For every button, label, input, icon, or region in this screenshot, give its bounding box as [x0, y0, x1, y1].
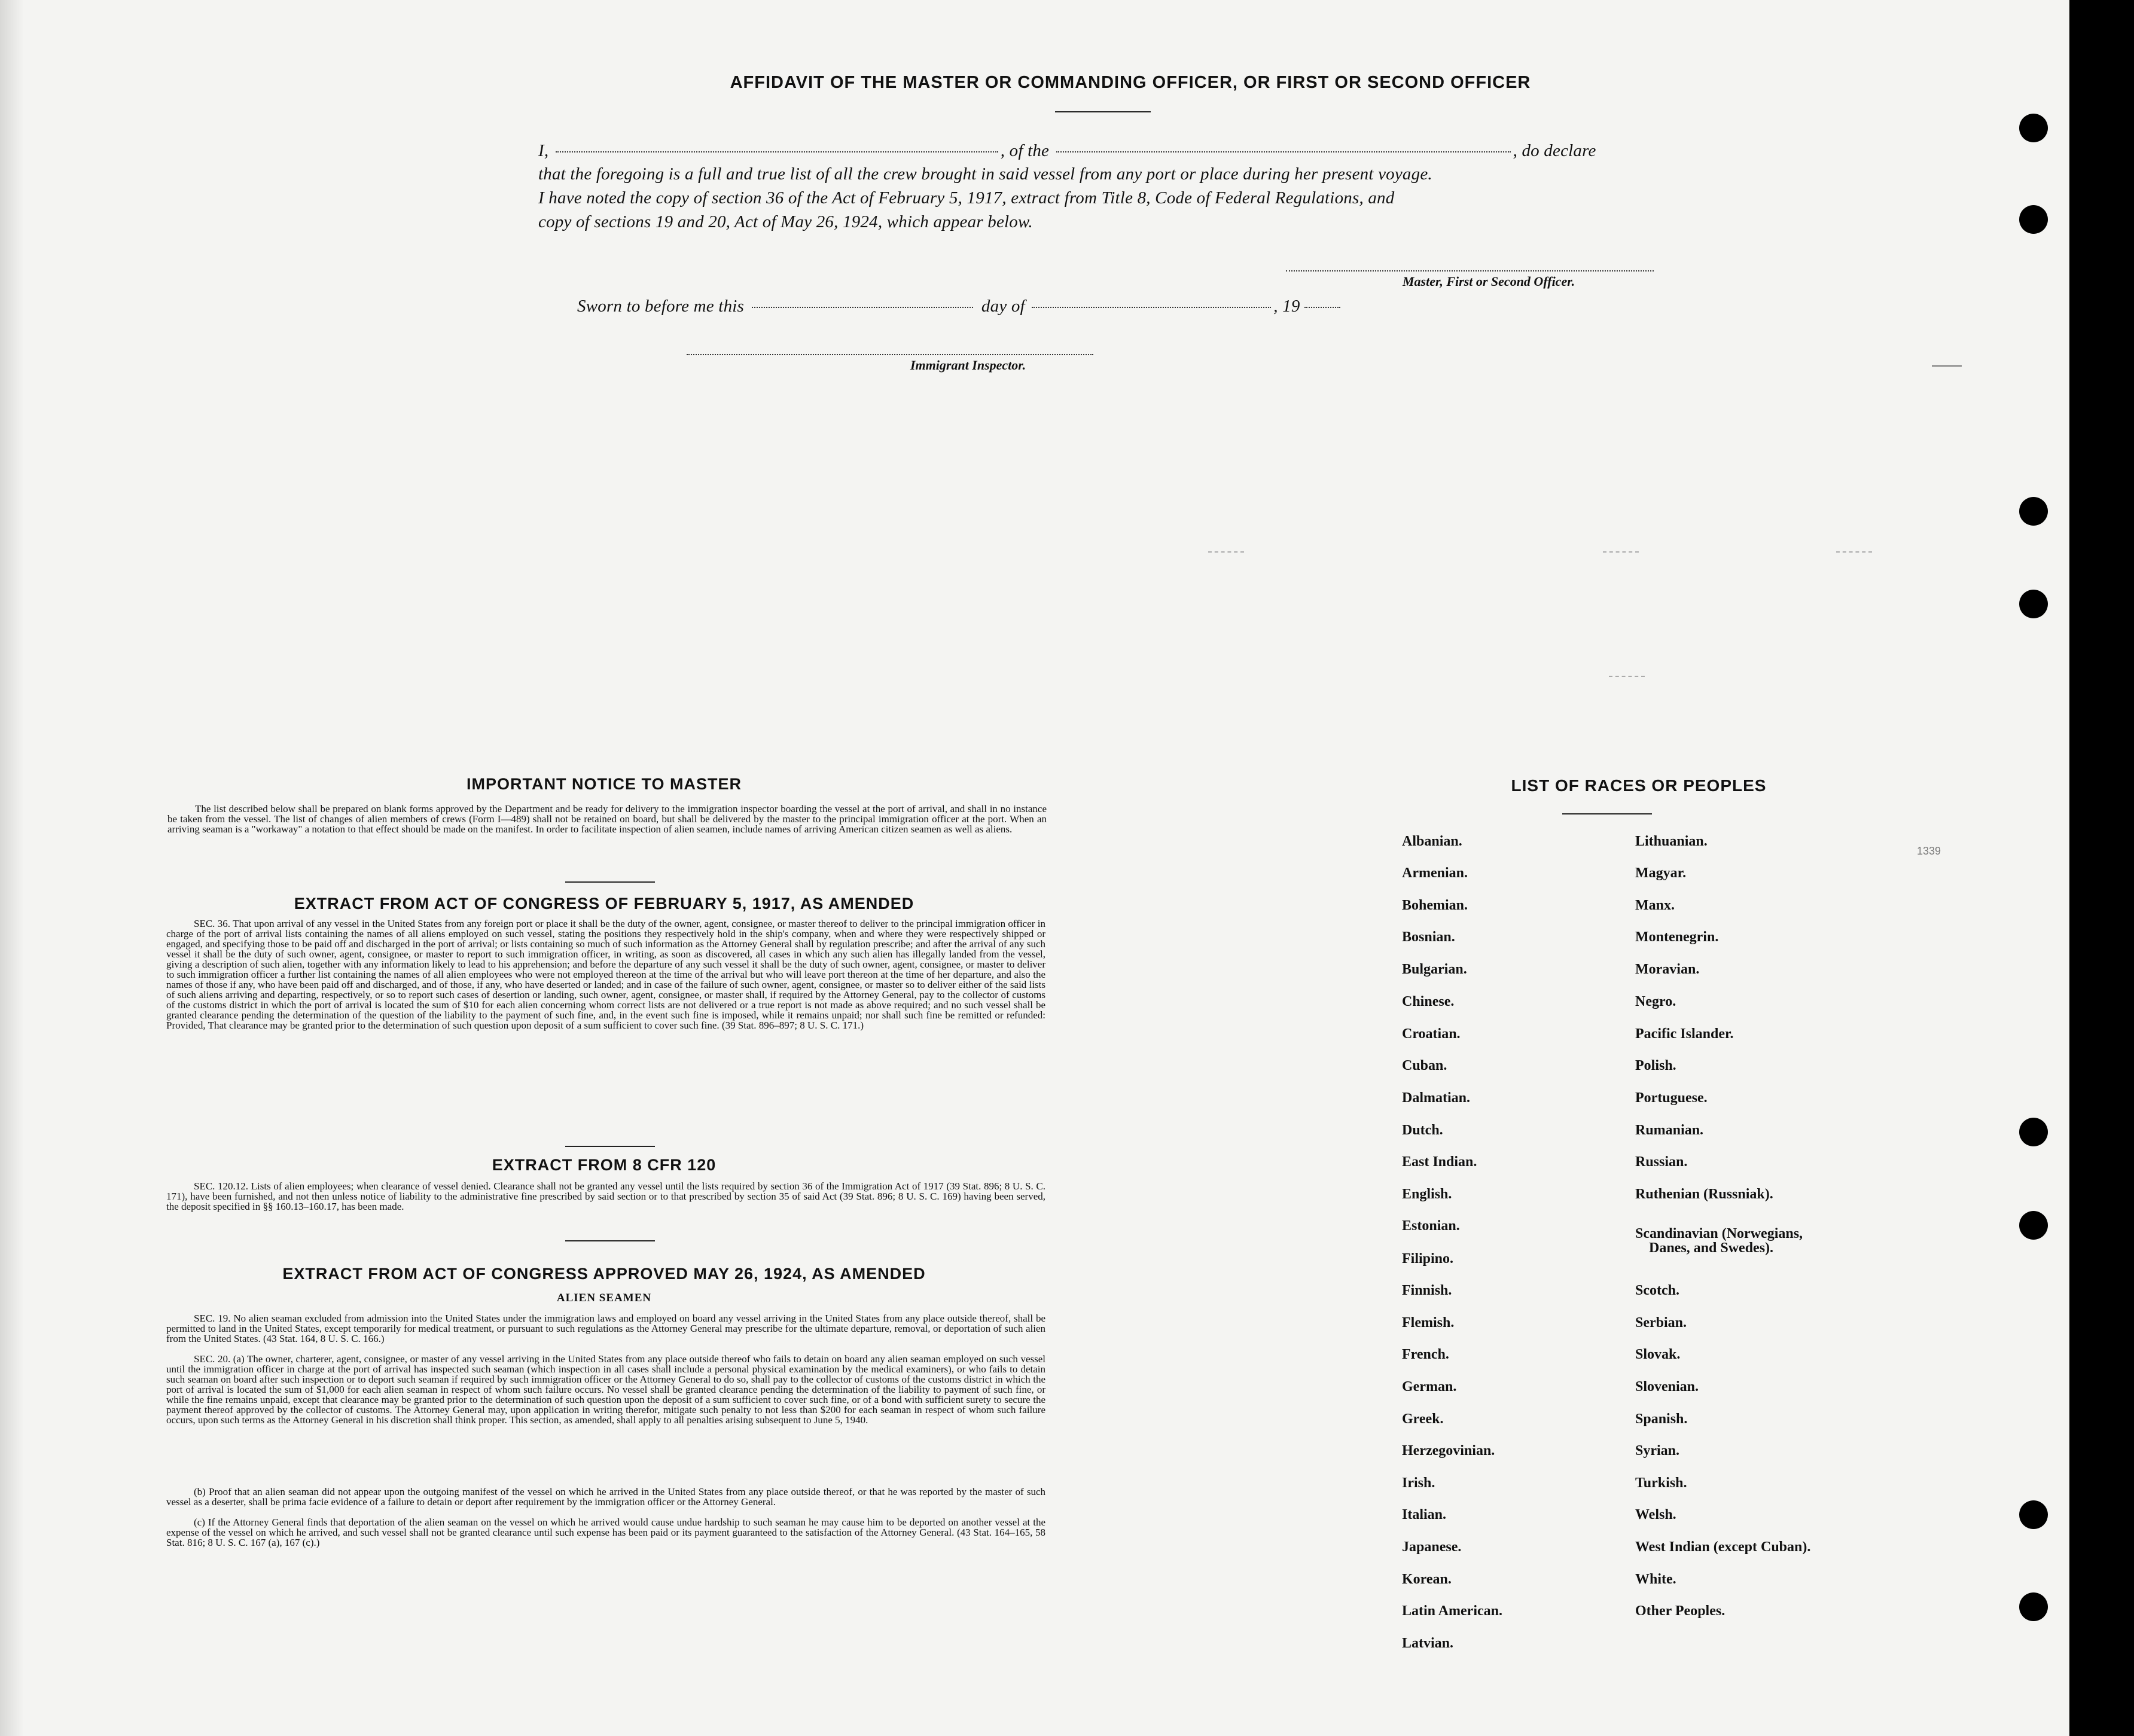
extract-8cfr-rule: [565, 1240, 655, 1241]
race-item: Slovak.: [1635, 1347, 1681, 1362]
sworn-year-field[interactable]: [1304, 307, 1340, 308]
race-item: Lithuanian.: [1635, 834, 1708, 849]
race-item: West Indian (except Cuban).: [1635, 1539, 1811, 1555]
race-item: White.: [1635, 1572, 1676, 1587]
race-item: Polish.: [1635, 1058, 1676, 1073]
stray-mark-dash: [1609, 676, 1645, 677]
extract-8cfr-heading: EXTRACT FROM 8 CFR 120: [492, 1156, 717, 1174]
race-item: Bosnian.: [1402, 929, 1455, 945]
master-signature-label: Master, First or Second Officer.: [1403, 274, 1575, 289]
notice-rule: [565, 881, 655, 883]
race-item: Turkish.: [1635, 1475, 1687, 1491]
race-item: French.: [1402, 1347, 1449, 1362]
punch-hole: [2019, 1118, 2048, 1146]
race-item: Italian.: [1402, 1507, 1447, 1523]
punch-hole: [2019, 497, 2048, 526]
vessel-field[interactable]: [1056, 151, 1511, 152]
race-item: Chinese.: [1402, 994, 1455, 1009]
stray-mark-dash: [1208, 551, 1244, 553]
race-item: Slovenian.: [1635, 1379, 1699, 1395]
race-item: Croatian.: [1402, 1026, 1461, 1042]
extract-1917-rule: [565, 1146, 655, 1147]
races-title: LIST OF RACES OR PEOPLES: [1511, 776, 1767, 795]
race-item: Estonian.: [1402, 1218, 1460, 1234]
race-item: Armenian.: [1402, 865, 1468, 881]
race-item: Montenegrin.: [1635, 929, 1719, 945]
race-item: Russian.: [1635, 1154, 1688, 1170]
stray-mark-dash: [1603, 551, 1639, 553]
race-item: Scandinavian (Norwegians,: [1635, 1226, 1803, 1241]
race-item: Welsh.: [1635, 1507, 1676, 1523]
race-item: Scotch.: [1635, 1283, 1679, 1298]
race-item: Magyar.: [1635, 865, 1687, 881]
race-item: Danes, and Swedes).: [1649, 1240, 1774, 1256]
punch-hole: [2019, 205, 2048, 234]
master-signature-line[interactable]: [1286, 270, 1654, 271]
race-item: Irish.: [1402, 1475, 1435, 1491]
race-item: East Indian.: [1402, 1154, 1477, 1170]
races-title-rule: [1562, 813, 1652, 814]
race-item: English.: [1402, 1186, 1452, 1202]
race-item: Portuguese.: [1635, 1090, 1708, 1106]
affidavit-title: AFFIDAVIT OF THE MASTER OR COMMANDING OFFICER, OR FIRST OR SECOND OFFICER: [730, 73, 1531, 92]
affidavit-line-2: that the foregoing is a full and true list of all the crew brought in said vessel from any port or place during her present voyage.: [538, 164, 1432, 184]
extract-1917-text: SEC. 36. That upon arrival of any vessel in the United States from any foreign port or place it shall be the duty of the owner, agent, consignee, or master thereof to deliver to the principal immigration officer in charge of the port of arrival lists containing the names of all aliens employed on such vessel, stating the positions they respectively hold in the ship's company, when and where they were respectively shipped or engaged, and specifying those to be paid off and discharged in the port of arrival; or lists containing so much of such information as the Attorney General shall by regulation prescribe; and after the arrival of any such vessel it shall be the duty of such owner, agent, consignee, or master to report to such immigration officer, in writing, as soon as discovered, all cases in which any such alien has illegally landed from the vessel, giving a description of such alien, together with any information likely to lead to his apprehension; and before the departure of any such vessel it shall be the duty of such owner, agent, consignee, or master to deliver to such immigration officer a further list containing the names of all alien employees who were not employed thereon at the time of the arrival but who will leave port thereon at the time of her departure, and also the names of those if any, who have been paid off and discharged, and of those, if any, who have deserted or landed; and in case of the failure of such owner, agent, consignee, or master so to deliver either of the said lists of such aliens arriving and departing, respectively, or so to report such cases of desertion or landing, such owner, agent, consignee, or master shall, if required by the Attorney General, pay to the collector of customs of the customs district in which the port of arrival is located the sum of $10 for each alien concerning whom correct lists are not delivered or a true report is not made as above required; and no such vessel shall be granted clearance pending the determination of the question of the liability to the payment of such fine, and, in the event such fine is imposed, while it remains unpaid; nor shall such fine be remitted or refunded: Provided, That clearance may be granted prior to the determination of such question upon deposit of a sum sufficient to cover such fine. (39 Stat. 896–897; 8 U. S. C. 171.): [166, 918, 1045, 1031]
stray-mark-dash: [1836, 551, 1872, 553]
punch-hole: [2019, 1500, 2048, 1529]
race-item: Latin American.: [1402, 1603, 1502, 1619]
race-item: Herzegovinian.: [1402, 1443, 1495, 1459]
race-item: Albanian.: [1402, 834, 1462, 849]
extract-1924-sec20c: (c) If the Attorney General finds that deportation of the alien seaman on the vessel on which he arrived would cause undue hardship to such seaman he may cause him to be deported on another vessel at the expense of the vessel on which he arrived, and such vessel shall not be granted clearance until such expense has been paid or its payment guaranteed to the satisfaction of the Attorney General. (43 Stat. 164–165, 58 Stat. 816; 8 U. S. C. 167 (a), 167 (c).): [166, 1517, 1045, 1548]
race-item: Pacific Islander.: [1635, 1026, 1734, 1042]
extract-1924-sec20a: SEC. 20. (a) The owner, charterer, agent, consignee, or master of any vessel arriving in the United States from any place outside thereof who fails to detain on board any alien seaman employed on such vessel until the immigration officer in charge at the port of arrival has inspected such seaman (which inspection in all cases shall include a personal physical examination by the medical examiners), or who fails to detain such seaman on board after such inspection or to deport such seaman if required by such immigration officer or the Attorney General to do so, shall pay to the collector of customs of the customs district in which the port of arrival is located the sum of $1,000 for each alien seaman in respect of whom such failure occurs. No vessel shall be granted clearance pending the determination of the liability to payment of such fine, or while the fine remains unpaid, except that clearance may be granted prior to the determination of such question upon the deposit of a sum sufficient to cover such fine, or of a bond with sufficient surety to secure the payment thereof approved by the collector of customs. The Attorney General may, upon application in writing therefor, mitigate such penalty to not less than $200 for each seaman in respect of whom such failure occurs, upon such terms as the Attorney General in his discretion shall think proper. This section, as amended, shall apply to all penalties arising subsequent to June 5, 1940.: [166, 1353, 1045, 1426]
race-item: Dalmatian.: [1402, 1090, 1470, 1106]
race-item: Moravian.: [1635, 962, 1700, 977]
race-item: Bohemian.: [1402, 898, 1468, 913]
race-item: Korean.: [1402, 1572, 1452, 1587]
stray-mark-dash: [1932, 365, 1962, 367]
title-underline: [1055, 111, 1151, 112]
race-item: Finnish.: [1402, 1283, 1452, 1298]
race-item: Syrian.: [1635, 1443, 1680, 1459]
race-item: Ruthenian (Russniak).: [1635, 1186, 1773, 1202]
race-item: Filipino.: [1402, 1251, 1454, 1267]
extract-1917-heading: EXTRACT FROM ACT OF CONGRESS OF FEBRUARY 5, 1917, AS AMENDED: [294, 895, 914, 913]
race-item: Serbian.: [1635, 1315, 1687, 1331]
notice-text: The list described below shall be prepared on blank forms approved by the Department and be ready for delivery to the immigration inspector boarding the vessel at the port of arrival, and shall in no instance be taken from the vessel. The list of changes of alien members of crews (Form I—489) shall not be retained on board, but shall be delivered by the master to the principal immigration officer at the port. When an arriving seaman is a "workaway" a notation to that effect should be made on the manifest. In order to facilitate inspection of alien seamen, include names of arriving American citizen seamen as well as aliens.: [167, 803, 1047, 835]
extract-1924-sec19: SEC. 19. No alien seaman excluded from admission into the United States under the immigration laws and employed on board any vessel arriving in the United States from any place outside thereof, shall be permitted to land in the United States, except temporarily for medical treatment, or pursuant to such regulations as the Attorney General may prescribe for the ultimate departure, removal, or deportation of such alien from the United States. (43 Stat. 164, 8 U. S. C. 166.): [166, 1313, 1045, 1344]
punch-hole: [2019, 1592, 2048, 1621]
sworn-day-field[interactable]: [752, 307, 973, 308]
race-item: Latvian.: [1402, 1636, 1454, 1651]
race-item: Negro.: [1635, 994, 1676, 1009]
sworn-month-field[interactable]: [1032, 307, 1271, 308]
sworn-line: Sworn to before me this day of , 19: [577, 297, 1340, 316]
affidavit-line-4: copy of sections 19 and 20, Act of May 26, 1924, which appear below.: [538, 212, 1033, 231]
extract-1924-heading: EXTRACT FROM ACT OF CONGRESS APPROVED MAY 26, 1924, AS AMENDED: [282, 1265, 926, 1283]
punch-hole: [2019, 1211, 2048, 1240]
race-item: Greek.: [1402, 1411, 1444, 1427]
race-item: Spanish.: [1635, 1411, 1688, 1427]
race-item: Manx.: [1635, 898, 1675, 913]
race-item: Japanese.: [1402, 1539, 1462, 1555]
race-item: Cuban.: [1402, 1058, 1447, 1073]
punch-hole: [2019, 590, 2048, 618]
affidavit-line-3: I have noted the copy of section 36 of the Act of February 5, 1917, extract from Title 8, Code of Federal Regulations, and: [538, 188, 1395, 208]
affidavit-line-1: I, , of the , do declare: [538, 141, 1596, 160]
inspector-signature-label: Immigrant Inspector.: [910, 358, 1026, 373]
race-item: Dutch.: [1402, 1122, 1443, 1138]
notice-heading: IMPORTANT NOTICE TO MASTER: [467, 775, 742, 793]
name-field[interactable]: [556, 151, 998, 152]
race-item: Flemish.: [1402, 1315, 1455, 1331]
stray-mark: 1339: [1917, 845, 1941, 857]
punch-hole: [2019, 114, 2048, 142]
race-item: Rumanian.: [1635, 1122, 1704, 1138]
race-item: Bulgarian.: [1402, 962, 1467, 977]
race-item: German.: [1402, 1379, 1457, 1395]
race-item: Other Peoples.: [1635, 1603, 1726, 1619]
extract-1924-sec20b: (b) Proof that an alien seaman did not appear upon the outgoing manifest of the vessel on which he arrived in the United States from any place outside thereof, or that he was reported by the master of such vessel as a deserter, shall be prima facie evidence of a failure to detain or deport after requirement by the immigration officer or the Attorney General.: [166, 1486, 1045, 1508]
alien-seamen-subheading: ALIEN SEAMEN: [556, 1292, 652, 1304]
extract-8cfr-text: SEC. 120.12. Lists of alien employees; when clearance of vessel denied. Clearance shall not be granted any vessel until the lists required by section 36 of the Immigration Act of 1917 (39 Stat. 896; 8 U. S. C. 171), have been furnished, and not then unless notice of liability to the administrative fine prescribed by said section or to that prescribed by section 35 of said Act (39 Stat. 896; 8 U. S. C. 169) having been served, the deposit specified in §§ 160.13–160.17, has been made.: [166, 1180, 1045, 1212]
inspector-signature-line[interactable]: [687, 354, 1093, 355]
